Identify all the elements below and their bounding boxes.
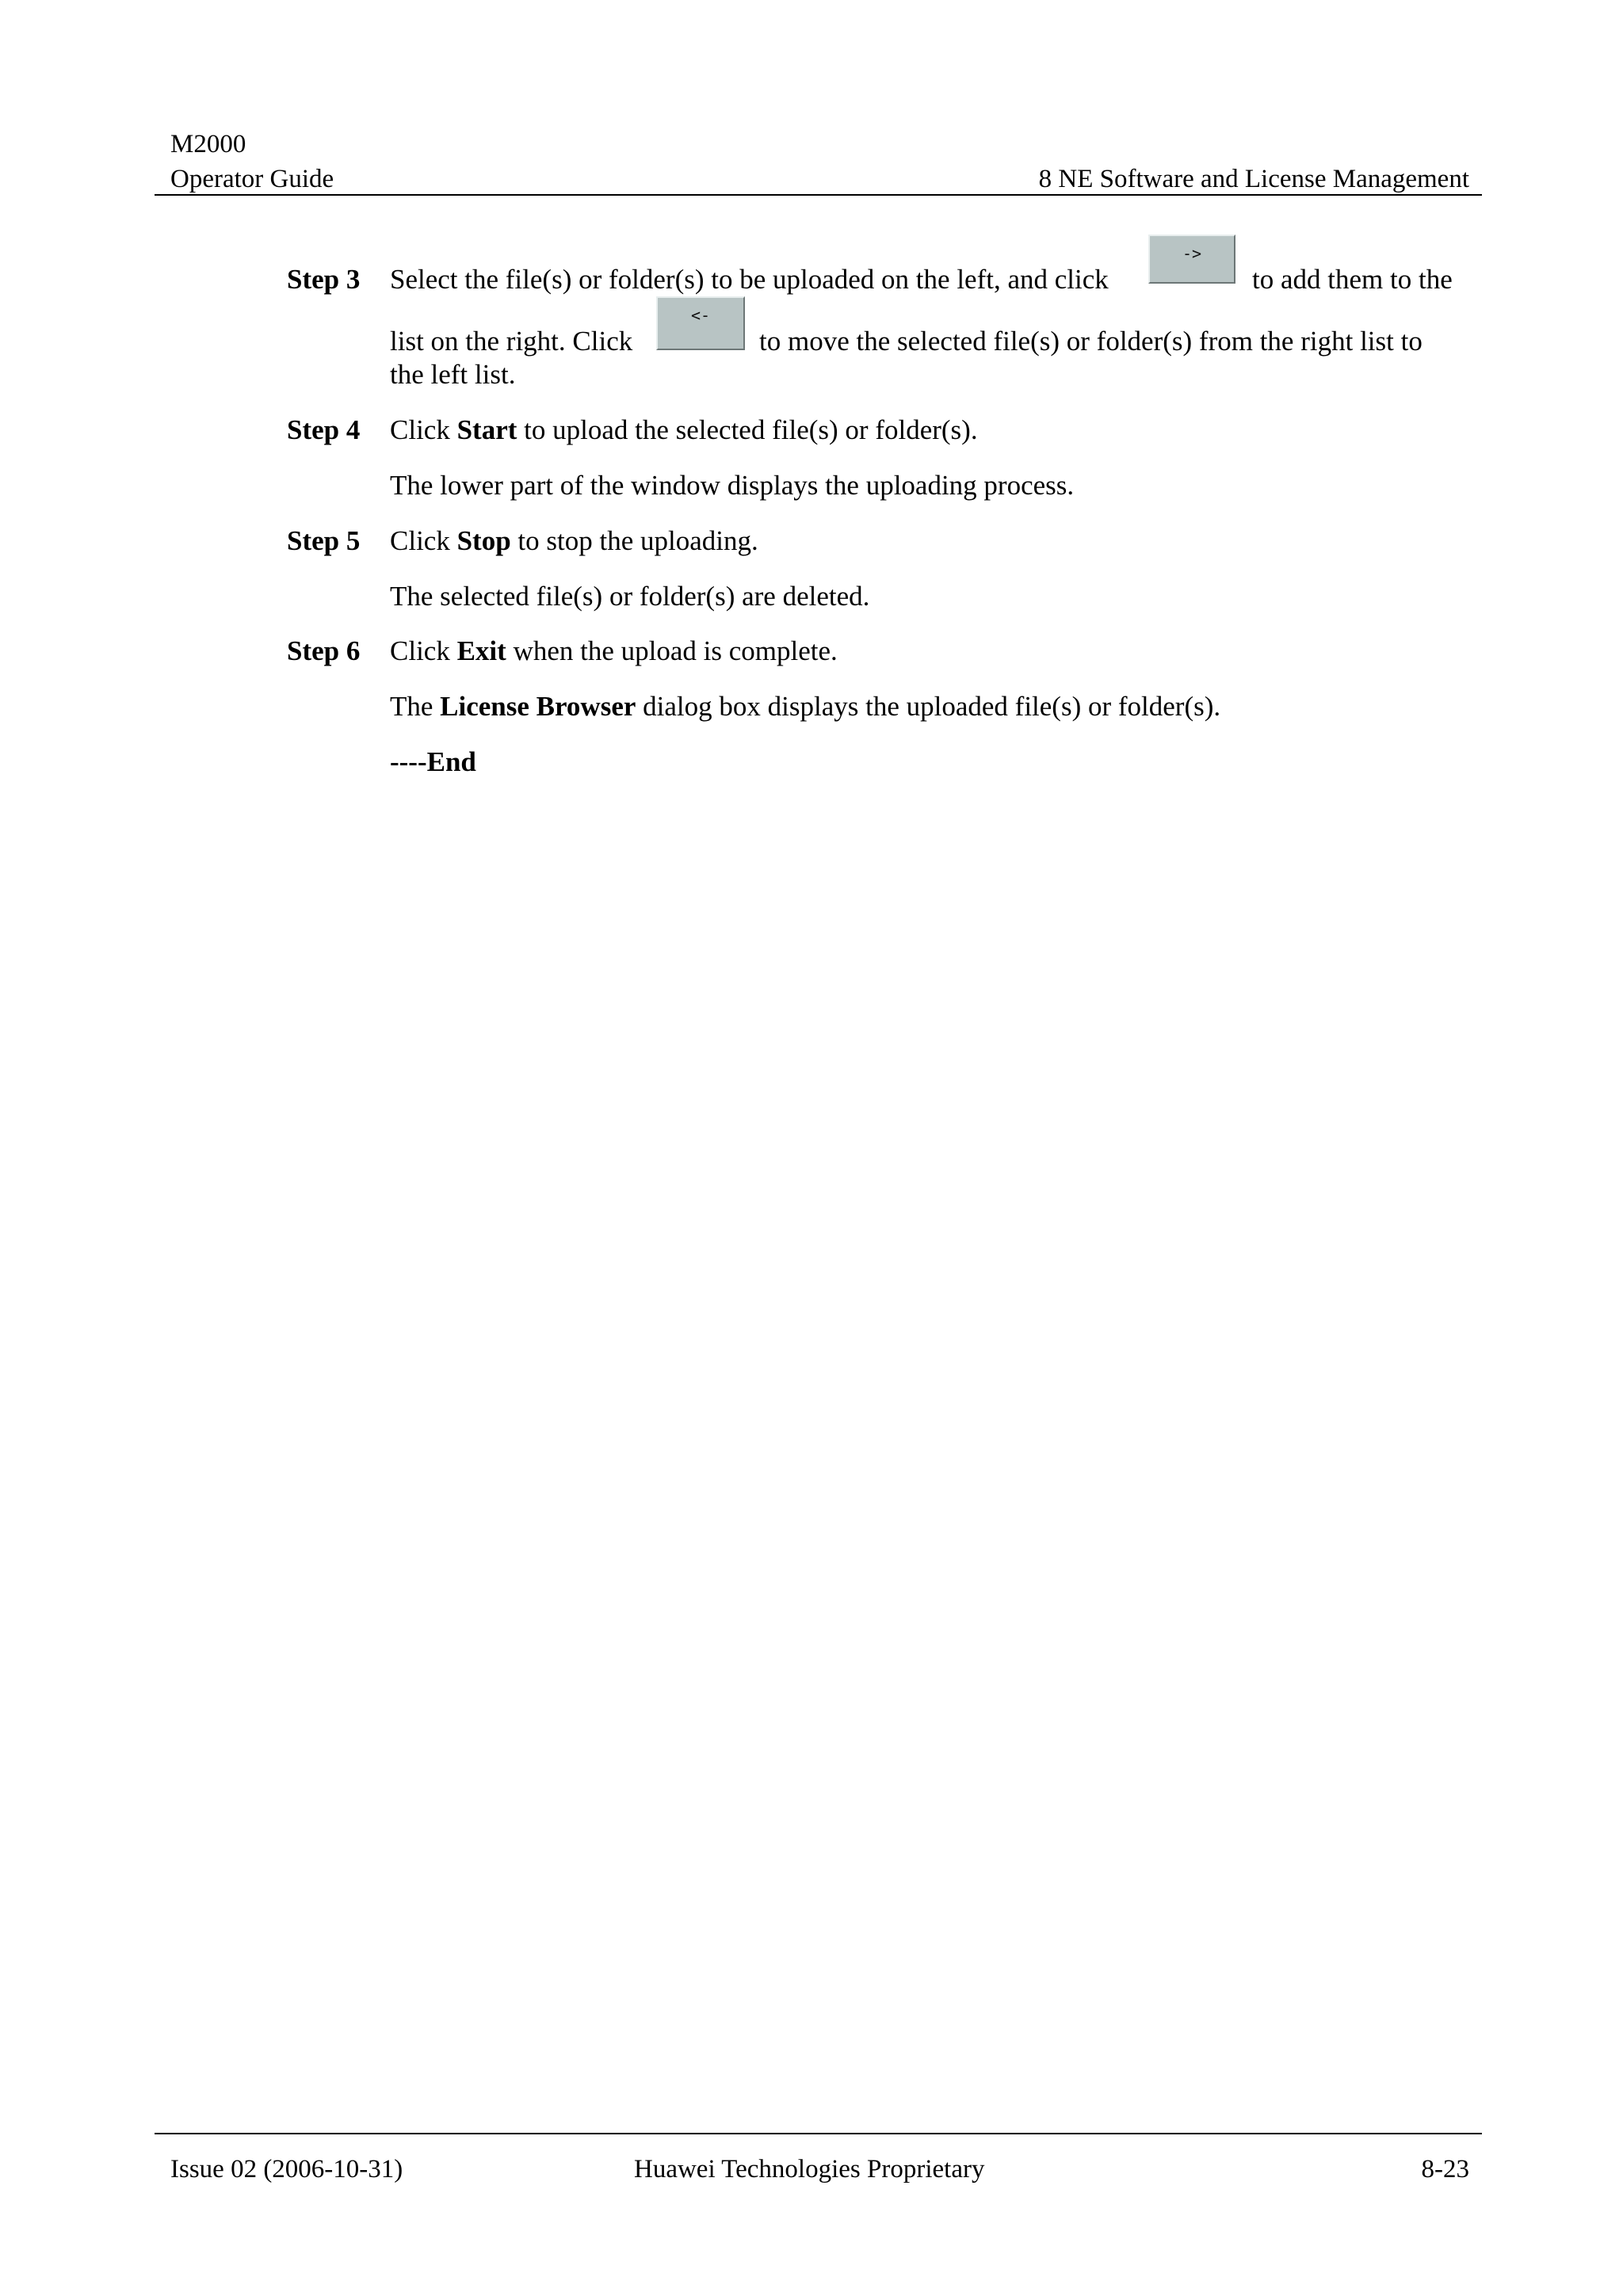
step-4-post: to upload the selected file(s) or folder(s). (524, 414, 978, 445)
step-4-note: The lower part of the window displays the uploading process. (390, 470, 1075, 501)
step-4-text (390, 414, 978, 447)
step-3-line-1b: to add them to the (1252, 264, 1453, 295)
step-3-line-1a: Select the file(s) or folder(s) to be uploaded on the left, and click (390, 264, 1109, 295)
header-divider (155, 194, 1482, 196)
exit-keyword: Exit (456, 635, 506, 666)
step-6-note (390, 690, 1220, 723)
step-3-label: Step 3 (287, 264, 361, 295)
step-6-note-post: dialog box displays the uploaded file(s) or folder(s). (643, 691, 1221, 722)
header-product: M2000 (170, 130, 246, 158)
procedure-end-marker: ----End (390, 746, 476, 777)
step-6-pre: Click (390, 635, 450, 666)
stop-keyword: Stop (456, 525, 511, 556)
step-6-note-pre: The (390, 691, 433, 722)
add-arrow-button-image: -> (1148, 235, 1235, 284)
step-5-text (390, 524, 758, 558)
step-3-line-2b: to move the selected file(s) or folder(s) from the right list to (759, 326, 1423, 357)
header-guide-title: Operator Guide (170, 165, 334, 193)
step-5-note: The selected file(s) or folder(s) are deleted. (390, 581, 870, 612)
step-6-label: Step 6 (287, 635, 361, 666)
start-keyword: Start (456, 414, 517, 445)
step-5-pre: Click (390, 525, 450, 556)
step-6-post: when the upload is complete. (513, 635, 838, 666)
step-4-label: Step 4 (287, 414, 361, 445)
footer-company: Huawei Technologies Proprietary (634, 2155, 985, 2183)
step-3-line-2a: list on the right. Click (390, 326, 633, 357)
footer-page-number: 8-23 (1421, 2155, 1469, 2183)
step-5-label: Step 5 (287, 525, 361, 556)
step-5-post: to stop the uploading. (517, 525, 758, 556)
license-browser-keyword: License Browser (440, 691, 636, 722)
remove-arrow-button-image: <- (656, 296, 745, 350)
step-4-pre: Click (390, 414, 450, 445)
footer-divider (155, 2133, 1482, 2134)
header-chapter-title: 8 NE Software and License Management (1038, 165, 1469, 193)
step-3-line-3: the left list. (390, 359, 516, 390)
step-6-text (390, 635, 838, 668)
footer-issue: Issue 02 (2006-10-31) (170, 2155, 403, 2183)
